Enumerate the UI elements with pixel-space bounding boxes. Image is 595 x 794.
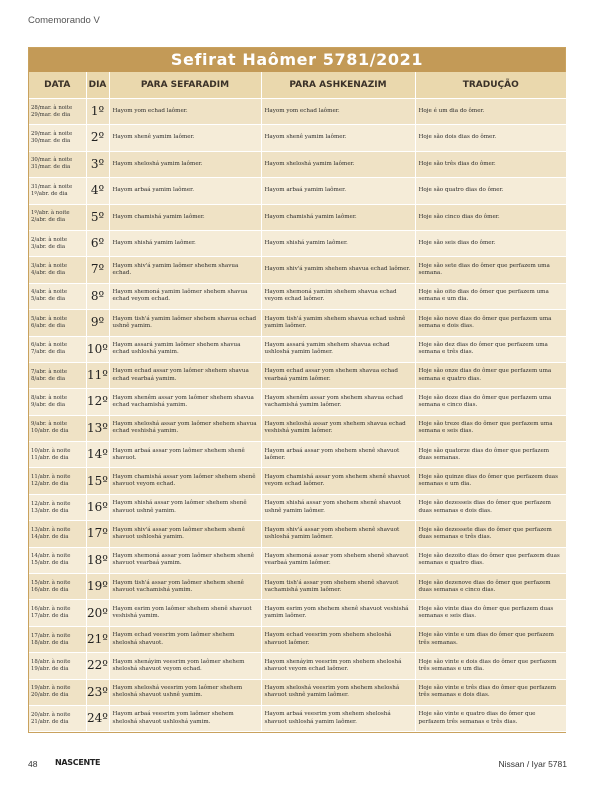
date-day: 13/abr. de dia (31, 507, 69, 514)
date-day: 18/abr. de dia (31, 639, 69, 646)
ashkenazim-cell: Hayom arbaá veesrim yom shehem sheloshá shavuot ushloshá yamim laômer. (261, 705, 415, 731)
date-cell (29, 521, 86, 547)
table-row (29, 442, 566, 468)
sefaradim-cell: Hayom arbaá yamim laômer. (109, 178, 261, 204)
ashkenazim-cell: Hayom shiv'á assar yom shehem shenê shavuot ushloshá yamim laômer. (261, 521, 415, 547)
table-row (29, 468, 566, 494)
date-day: 14/abr. de dia (31, 533, 69, 540)
translation-cell: Hoje são vinte dias do ômer que perfazem duas semanas e seis dias. (415, 600, 566, 626)
table-row (29, 653, 566, 679)
ashkenazim-cell: Hayom echad assar yom shehem shavua echad vearbaá yamim laômer. (261, 362, 415, 388)
ashkenazim-cell: Hayom shenê yamim laômer. (261, 125, 415, 151)
ashkenazim-cell: Hayom tish'á yamim shehem shavua echad ushnê yamim laômer. (261, 310, 415, 336)
issue-label: Nissan / Iyar 5781 (498, 759, 567, 769)
day-cell: 13º (86, 415, 109, 441)
day-cell: 1º (86, 99, 109, 125)
ashkenazim-cell: Hayom chamishá assar yom shehem shenê shavuot veyom echad laômer. (261, 468, 415, 494)
ashkenazim-cell: Hayom arbaá yamim laômer. (261, 178, 415, 204)
date-evening: 16/abr. à noite (31, 606, 71, 613)
date-cell (29, 494, 86, 520)
ashkenazim-cell: Hayom shiv'á yamim shehem shavua echad laômer. (261, 257, 415, 283)
table-row (29, 336, 566, 362)
table-body (29, 99, 566, 732)
day-cell: 5º (86, 204, 109, 230)
ashkenazim-cell: Hayom sheloshá veesrim yom shehem sheloshá shavuot ushnê yamim laômer. (261, 679, 415, 705)
sefaradim-cell: Hayom tish'á assar yom laômer shehem shenê shavuot vachamishá yamim. (109, 574, 261, 600)
sefaradim-cell: Hayom shenáyim veesrim yom laômer shehem sheloshá shavuot veyom echad. (109, 653, 261, 679)
table-row (29, 600, 566, 626)
date-cell (29, 547, 86, 573)
day-cell: 11º (86, 362, 109, 388)
table-row (29, 679, 566, 705)
table-row (29, 389, 566, 415)
table-row (29, 310, 566, 336)
date-evening: 5/abr. à noite (31, 315, 68, 322)
day-cell: 6º (86, 230, 109, 256)
date-evening: 9/abr. à noite (31, 421, 68, 428)
day-cell: 12º (86, 389, 109, 415)
date-cell (29, 336, 86, 362)
sefaradim-cell: Hayom assará yamim laômer shehem shavua echad ushloshá yamim. (109, 336, 261, 362)
column-header-sefaradim: PARA SEFARADIM (109, 72, 261, 99)
date-evening: 1º/abr. à noite (31, 210, 70, 217)
day-cell: 15º (86, 468, 109, 494)
table-row (29, 705, 566, 731)
translation-cell: Hoje são dezesseis dias do ômer que perfazem duas semanas e dois dias. (415, 494, 566, 520)
translation-cell: Hoje são dezessete dias do ômer que perfazem duas semanas e três dias. (415, 521, 566, 547)
table-row (29, 230, 566, 256)
sefaradim-cell: Hayom sheloshá veesrim yom laômer shehem sheloshá shavuot ushnê yamim. (109, 679, 261, 705)
column-header-ashkenazim: PARA ASHKENAZIM (261, 72, 415, 99)
day-cell: 19º (86, 574, 109, 600)
translation-cell: Hoje são dezoito dias do ômer que perfazem duas semanas e quatro dias. (415, 547, 566, 573)
date-evening: 11/abr. à noite (31, 474, 71, 481)
date-day: 17/abr. de dia (31, 613, 69, 620)
sefaradim-cell: Hayom shemoná assar yom laômer shehem shenê shavuot vearbaá yamim. (109, 547, 261, 573)
ashkenazim-cell: Hayom sheloshá yamim laômer. (261, 151, 415, 177)
day-cell: 10º (86, 336, 109, 362)
table-row (29, 521, 566, 547)
translation-cell: Hoje são seis dias do ômer. (415, 230, 566, 256)
day-cell: 20º (86, 600, 109, 626)
date-cell (29, 442, 86, 468)
translation-cell: Hoje são três dias do ômer. (415, 151, 566, 177)
date-cell (29, 679, 86, 705)
date-evening: 29/mar. à noite (31, 131, 73, 138)
ashkenazim-cell: Hayom shemoná assar yom shehem shenê shavuot vearbaá yamim laômer. (261, 547, 415, 573)
translation-cell: Hoje são onze dias do ômer que perfazem uma semana e quatro dias. (415, 362, 566, 388)
ashkenazim-cell: Hayom echad veesrim yom shehem sheloshá shavuot laômer. (261, 626, 415, 652)
omer-table (29, 72, 566, 732)
date-day: 29/mar. de dia (31, 111, 71, 118)
table-title: Sefirat Haômer 5781/2021 (29, 48, 565, 72)
table-row (29, 415, 566, 441)
date-cell (29, 178, 86, 204)
ashkenazim-cell: Hayom shishá yamim laômer. (261, 230, 415, 256)
sefaradim-cell: Hayom sheloshá assar yom laômer shehem shavua echad veshishá yamim. (109, 415, 261, 441)
translation-cell: Hoje é um dia do ômer. (415, 99, 566, 125)
translation-cell: Hoje são dezenove dias do ômer que perfazem duas semanas e cinco dias. (415, 574, 566, 600)
day-cell: 17º (86, 521, 109, 547)
day-cell: 2º (86, 125, 109, 151)
date-day: 15/abr. de dia (31, 560, 69, 567)
day-cell: 14º (86, 442, 109, 468)
date-cell (29, 468, 86, 494)
table-row (29, 178, 566, 204)
date-evening: 20/abr. à noite (31, 711, 71, 718)
date-day: 5/abr. de dia (31, 296, 66, 303)
date-evening: 30/mar. à noite (31, 157, 73, 164)
sefaradim-cell: Hayom shenêm assar yom laômer shehem shavua echad vachamishá yamim. (109, 389, 261, 415)
date-cell (29, 389, 86, 415)
column-header-date: DATA (29, 72, 86, 99)
date-cell (29, 125, 86, 151)
date-evening: 4/abr. à noite (31, 289, 68, 296)
translation-cell: Hoje são vinte e três dias do ômer que perfazem três semanas e dois dias. (415, 679, 566, 705)
sefaradim-cell: Hayom yom echad laômer. (109, 99, 261, 125)
date-evening: 2/abr. à noite (31, 236, 68, 243)
ashkenazim-cell: Hayom chamishá yamim laômer. (261, 204, 415, 230)
date-day: 31/mar. de dia (31, 164, 71, 171)
date-evening: 31/mar. à noite (31, 183, 73, 190)
translation-cell: Hoje são quatro dias do ômer. (415, 178, 566, 204)
sefaradim-cell: Hayom sheloshá yamim laômer. (109, 151, 261, 177)
date-day: 3/abr. de dia (31, 243, 66, 250)
day-cell: 22º (86, 653, 109, 679)
translation-cell: Hoje são dois dias do ômer. (415, 125, 566, 151)
day-cell: 8º (86, 283, 109, 309)
translation-cell: Hoje são doze dias do ômer que perfazem uma semana e cinco dias. (415, 389, 566, 415)
date-evening: 6/abr. à noite (31, 342, 68, 349)
sefaradim-cell: Hayom chamishá yamim laômer. (109, 204, 261, 230)
sefaradim-cell: Hayom shenê yamim laômer. (109, 125, 261, 151)
date-evening: 7/abr. à noite (31, 368, 68, 375)
date-cell (29, 574, 86, 600)
date-day: 16/abr. de dia (31, 586, 69, 593)
day-cell: 3º (86, 151, 109, 177)
table-row (29, 125, 566, 151)
page-number: 48 (28, 759, 38, 769)
day-cell: 21º (86, 626, 109, 652)
translation-cell: Hoje são vinte e dois dias do ômer que perfazem três semanas e um dia. (415, 653, 566, 679)
table-row (29, 99, 566, 125)
date-evening: 10/abr. à noite (31, 447, 71, 454)
sefaradim-cell: Hayom shishá assar yom laômer shehem shenê shavuot ushnê yamim. (109, 494, 261, 520)
date-cell (29, 151, 86, 177)
translation-cell: Hoje são cinco dias do ômer. (415, 204, 566, 230)
table-row (29, 362, 566, 388)
date-cell (29, 283, 86, 309)
sefaradim-cell: Hayom tish'á yamim laômer shehem shavua echad ushnê yamim. (109, 310, 261, 336)
sefaradim-cell: Hayom echad veesrim yom laômer shehem sheloshá shavuot. (109, 626, 261, 652)
translation-cell: Hoje são oito dias do ômer que perfazem uma semana e um dia. (415, 283, 566, 309)
date-cell (29, 362, 86, 388)
date-day: 20/abr. de dia (31, 692, 69, 699)
date-day: 4/abr. de dia (31, 270, 66, 277)
date-day: 1º/abr. de dia (31, 190, 68, 197)
translation-cell: Hoje são vinte e um dias do ômer que perfazem três semanas. (415, 626, 566, 652)
day-cell: 9º (86, 310, 109, 336)
translation-cell: Hoje são quinze dias do ômer que perfazem duas semanas e um dia. (415, 468, 566, 494)
date-evening: 18/abr. à noite (31, 658, 71, 665)
date-day: 11/abr. de dia (31, 454, 69, 461)
date-day: 12/abr. de dia (31, 481, 69, 488)
date-day: 8/abr. de dia (31, 375, 66, 382)
date-cell (29, 626, 86, 652)
date-evening: 14/abr. à noite (31, 553, 71, 560)
date-evening: 12/abr. à noite (31, 500, 71, 507)
ashkenazim-cell: Hayom esrim yom shehem shenê shavuot veshishá yamim laômer. (261, 600, 415, 626)
day-cell: 18º (86, 547, 109, 573)
date-day: 9/abr. de dia (31, 401, 66, 408)
page-footer (0, 759, 595, 773)
date-cell (29, 415, 86, 441)
table-header-row (29, 72, 566, 99)
date-cell (29, 600, 86, 626)
date-cell (29, 230, 86, 256)
omer-table-frame (28, 47, 566, 733)
day-cell: 7º (86, 257, 109, 283)
ashkenazim-cell: Hayom yom echad laômer. (261, 99, 415, 125)
table-row (29, 626, 566, 652)
date-day: 6/abr. de dia (31, 322, 66, 329)
sefaradim-cell: Hayom shemoná yamim laômer shehem shavua echad veyom echad. (109, 283, 261, 309)
date-evening: 8/abr. à noite (31, 394, 68, 401)
date-day: 19/abr. de dia (31, 665, 69, 672)
date-evening: 15/abr. à noite (31, 579, 71, 586)
date-day: 7/abr. de dia (31, 349, 66, 356)
day-cell: 23º (86, 679, 109, 705)
logo-text: NASCENTE (55, 758, 101, 767)
date-cell (29, 310, 86, 336)
date-evening: 28/mar. à noite (31, 104, 73, 111)
date-cell (29, 653, 86, 679)
date-cell (29, 99, 86, 125)
sefaradim-cell: Hayom shiv'á assar yom laômer shehem shenê shavuot ushloshá yamim. (109, 521, 261, 547)
ashkenazim-cell: Hayom tish'á assar yom shehem shenê shavuot vachamishá yamim laômer. (261, 574, 415, 600)
translation-cell: Hoje são treze dias do ômer que perfazem uma semana e seis dias. (415, 415, 566, 441)
date-day: 10/abr. de dia (31, 428, 69, 435)
translation-cell: Hoje são dez dias do ômer que perfazem uma semana e três dias. (415, 336, 566, 362)
date-day: 2/abr. de dia (31, 217, 66, 224)
ashkenazim-cell: Hayom arbaá assar yom shehem shenê shavuot laômer. (261, 442, 415, 468)
translation-cell: Hoje são nove dias do ômer que perfazem uma semana e dois dias. (415, 310, 566, 336)
table-row (29, 494, 566, 520)
sefaradim-cell: Hayom shishá yamim laômer. (109, 230, 261, 256)
sefaradim-cell: Hayom chamishá assar yom laômer shehem shenê shavuot veyom echad. (109, 468, 261, 494)
sefaradim-cell: Hayom arbaá assar yom laômer shehem shenê shavuot. (109, 442, 261, 468)
ashkenazim-cell: Hayom shishá assar yom shehem shenê shavuot ushnê yamim laômer. (261, 494, 415, 520)
ashkenazim-cell: Hayom shemoná yamim shehem shavua echad veyom echad laômer. (261, 283, 415, 309)
column-header-day: DIA (86, 72, 109, 99)
table-row (29, 151, 566, 177)
date-evening: 17/abr. à noite (31, 632, 71, 639)
translation-cell: Hoje são vinte e quatro dias do ômer que perfazem três semanas e três dias. (415, 705, 566, 731)
date-evening: 13/abr. à noite (31, 526, 71, 533)
translation-cell: Hoje são sete dias do ômer que perfazem uma semana. (415, 257, 566, 283)
date-cell (29, 257, 86, 283)
ashkenazim-cell: Hayom shenáyim veesrim yom shehem sheloshá shavuot veyom echad laômer. (261, 653, 415, 679)
table-row (29, 204, 566, 230)
day-cell: 24º (86, 705, 109, 731)
table-row (29, 547, 566, 573)
date-evening: 19/abr. à noite (31, 685, 71, 692)
sefaradim-cell: Hayom echad assar yom laômer shehem shavua echad vearbaá yamim. (109, 362, 261, 388)
date-evening: 3/abr. à noite (31, 263, 68, 270)
magazine-logo (55, 758, 100, 767)
sefaradim-cell: Hayom arbaá veesrim yom laômer shehem sheloshá shavuot ushloshá yamim. (109, 705, 261, 731)
translation-cell: Hoje são quatorze dias do ômer que perfazem duas semanas. (415, 442, 566, 468)
sefaradim-cell: Hayom shiv'á yamim laômer shehem shavua echad. (109, 257, 261, 283)
date-day: 30/mar. de dia (31, 138, 71, 145)
day-cell: 4º (86, 178, 109, 204)
day-cell: 16º (86, 494, 109, 520)
table-row (29, 283, 566, 309)
table-row (29, 257, 566, 283)
ashkenazim-cell: Hayom sheloshá assar yom shehem shavua echad veshishá yamim laômer. (261, 415, 415, 441)
ashkenazim-cell: Hayom shenêm assar yom shehem shavua echad vachamishá yamim laômer. (261, 389, 415, 415)
running-head: Comemorando V (28, 15, 100, 26)
date-day: 21/abr. de dia (31, 718, 69, 725)
ashkenazim-cell: Hayom assará yamim shehem shavua echad ushloshá yamim laômer. (261, 336, 415, 362)
sefaradim-cell: Hayom esrim yom laômer shehem shenê shavuot veshishá yamim. (109, 600, 261, 626)
table-row (29, 574, 566, 600)
column-header-translation: TRADUÇÃO (415, 72, 566, 99)
date-cell (29, 705, 86, 731)
date-cell (29, 204, 86, 230)
